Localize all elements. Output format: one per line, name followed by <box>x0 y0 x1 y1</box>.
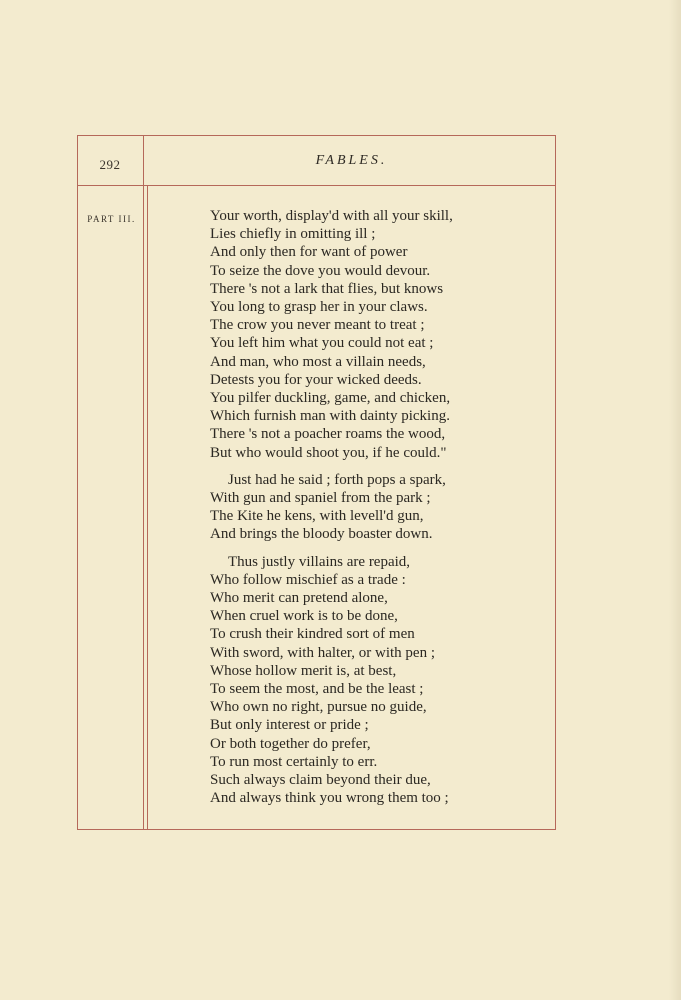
poem-line: And always think you wrong them too ; <box>210 790 449 807</box>
page-edge-shadow <box>669 0 681 1000</box>
poem-line: But only interest or pride ; <box>210 717 369 734</box>
margin-rule-outer <box>143 135 144 830</box>
poem-line: Or both together do prefer, <box>210 735 371 752</box>
poem-line: Your worth, display'd with all your skill, <box>210 208 453 224</box>
poem-line: Detests you for your wicked deeds. <box>210 371 422 388</box>
poem-line: Who merit can pretend alone, <box>210 590 388 607</box>
poem-line: With gun and spaniel from the park ; <box>210 490 431 507</box>
poem-line: You long to grasp her in your claws. <box>210 299 428 316</box>
margin-note: PART III. <box>87 214 136 224</box>
poem-line: Who follow mischief as a trade : <box>210 571 406 588</box>
running-title: FABLES. <box>315 153 388 168</box>
poem-line: To crush their kindred sort of men <box>210 626 415 643</box>
stanza-3 <box>210 553 550 808</box>
poem-line: Lies chiefly in omitting ill ; <box>210 226 376 243</box>
poem-line: You pilfer duckling, game, and chicken, <box>210 390 451 407</box>
poem-line: To run most certainly to err. <box>210 753 378 770</box>
poem-line: When cruel work is to be done, <box>210 608 398 625</box>
poem-line: To seem the most, and be the least ; <box>210 681 424 698</box>
poem-line: But who would shoot you, if he could." <box>210 444 447 461</box>
stanza-1 <box>210 207 550 462</box>
poem-line: To seize the dove you would devour. <box>210 262 431 279</box>
poem-line: Whose hollow merit is, at best, <box>210 662 397 679</box>
poem-line: And man, who most a villain needs, <box>210 353 426 370</box>
poem-line: The Kite he kens, with levell'd gun, <box>210 508 424 525</box>
header-rule <box>77 185 556 186</box>
page-number: 292 <box>99 157 121 172</box>
poem-line: There 's not a poacher roams the wood, <box>210 426 446 443</box>
poem-line: There 's not a lark that flies, but knows <box>210 280 444 297</box>
poem-line: Such always claim beyond their due, <box>210 772 431 789</box>
poem-line: With sword, with halter, or with pen ; <box>210 644 436 661</box>
stanza-2 <box>210 471 550 544</box>
poem-body <box>210 207 550 817</box>
poem-line: The crow you never meant to treat ; <box>210 317 425 334</box>
poem-line: And only then for want of power <box>210 244 408 261</box>
poem-line: Which furnish man with dainty picking. <box>210 408 450 425</box>
margin-rule-inner <box>147 185 148 830</box>
poem-line: Who own no right, pursue no guide, <box>210 699 427 716</box>
poem-line: And brings the bloody boaster down. <box>210 526 433 543</box>
poem-line: Thus justly villains are repaid, <box>228 553 411 570</box>
poem-line: Just had he said ; forth pops a spark, <box>228 471 446 488</box>
poem-line: You left him what you could not eat ; <box>210 335 434 352</box>
